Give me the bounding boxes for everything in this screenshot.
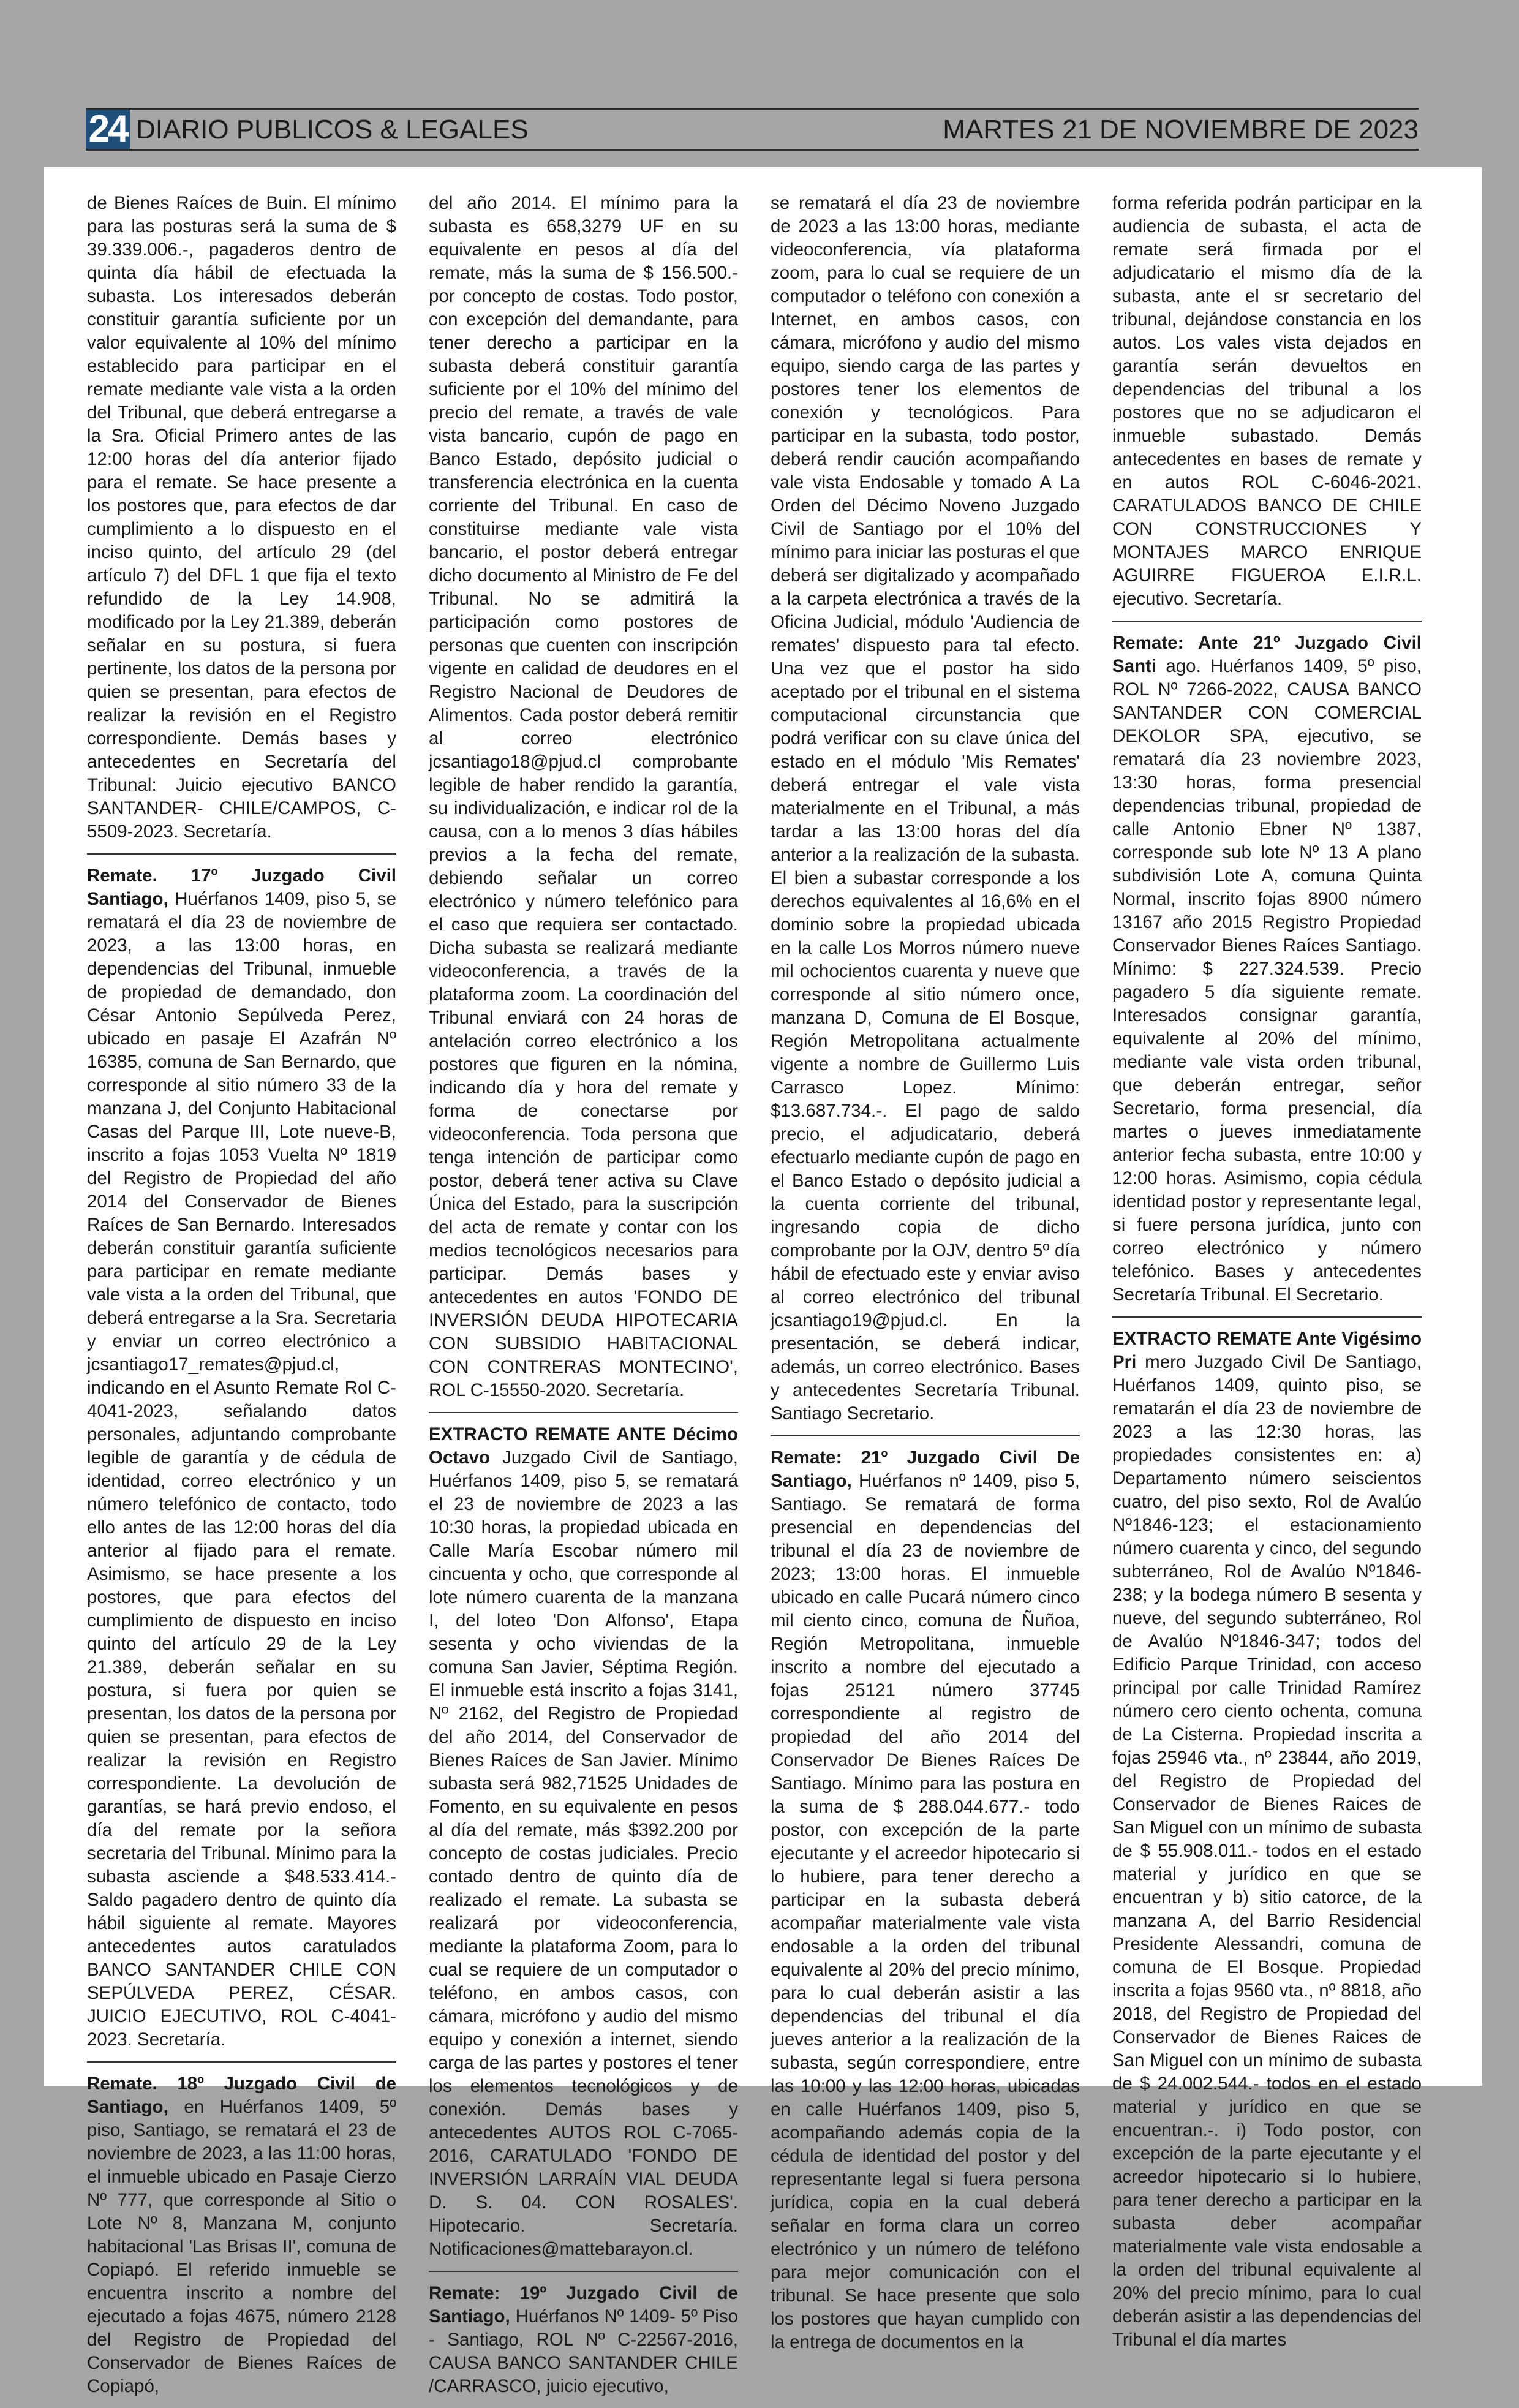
notice-body: del año 2014. El mínimo para la subasta es 658,3279 UF en su equivalente en pesos al día del remate, más la suma de $ 156.500.- por concepto de costas. Todo postor, con excepción del demandante, para tener derecho a participar en la subasta deberá constituir garantía suficiente por el 10% del mínimo del precio del remate, a través de vale vista bancario, cupón de pago en Banco Estado, depósito judicial o transferencia electrónica en la cuenta corriente del Tribunal. En caso de constituirse mediante vale vista bancario, el postor deberá entregar dicho documento al Ministro de Fe del Tribunal. No se admitirá la participación como postores de personas que cuenten con inscripción vigente en calidad de deudores en el Registro Nacional de Deudores de Alimentos. Cada postor deberá remitir al correo electrónico jcsantiago18@pjud.cl comprobante legible de haber rendido la garantía, su individualización, e indicar rol de la causa, con a lo menos 3 días hábiles previos a la fecha del remate, debiendo señalar un correo electrónico y número telefónico para el caso que requiera ser contactado. Dicha subasta se realizará mediante videoconferencia, a través de la plataforma zoom. La coordinación del Tribunal enviará con 24 horas de antelación correo electrónico a los postores que figuren en la nómina, indicando día y hora del remate y forma de conectarse por videoconferencia. Toda persona que tenga intención de participar como postor, deberá tener activa su Clave Única del Estado, para la suscripción del acta de remate y contar con los medios tecnológicos necesarios para participar. Demás bases y antecedentes en autos 'FONDO DE INVERSIÓN DEUDA HIPOTECARIA CON SUBSIDIO HABITACIONAL CON CONTRERAS MONTECINO', ROL C-15550-2020. Secretaría. [429,193,738,1400]
notice-body: Huérfanos Nº 1409- 5º Piso - Santiago, ROL Nº C-22567-2016, CAUSA BANCO SANTANDER CHILE /CARRASCO, juicio ejecutivo, [429,2306,738,2396]
legal-notice [771,1435,1080,2364]
header-top-rule [86,108,1419,110]
notice-heading: Remate: Ante 21º Juzgado Civil Santi [1112,633,1422,676]
notice-body: Huérfanos nº 1409, piso 5, Santiago. Se rematará de forma presencial en dependencias del tribunal el día 23 de noviembre de 2023; 13:00 horas. El inmueble ubicado en calle Pucará número cinco mil ciento cinco, comuna de Ñuñoa, Región Metropolitana, inmueble inscrito a nombre del ejecutado a fojas 25121 número 37745 correspondiente al registro de propiedad del año 2014 del Conservador De Bienes Raíces De Santiago. Mínimo para las postura en la suma de $ 288.044.677.- todo postor, con excepción de la parte ejecutante y el acreedor hipotecario si lo hubiere, para tener derecho a participar en la subasta deberá acompañar materialmente vale vista endosable a la orden del tribunal equivalente al 20% del precio mínimo, para lo cual deberán asistir a las dependencias del tribunal el día jueves anterior a la realización de la subasta, según correspondiere, entre las 10:00 y las 12:00 horas, ubicadas en calle Huérfanos 1409, piso 5, acompañando además copia de la cédula de identidad del postor y del representante legal si fuera persona jurídica, copia en la cual deberá señalar en forma clara un correo electrónico y un número de teléfono para mejor comunicación con el tribunal. Se hace presente que solo los postores que hayan cumplido con la entrega de documentos en la [771,1471,1080,2352]
notice-body: se rematará el día 23 de noviembre de 2023 a las 13:00 horas, mediante videoconferencia, vía plataforma zoom, para lo cual se requiere de un computador o teléfono con conexión a Internet, en ambos casos, con cámara, micrófono y audio del mismo equipo, siendo carga de las partes y postores tener los elementos de conexión y tecnológicos. Para participar en la subasta, todo postor, deberá rendir caución acompañando vale vista Endosable y tomado A La Orden del Décimo Noveno Juzgado Civil de Santiago por el 10% del mínimo para iniciar las posturas el que deberá ser digitalizado y acompañado a la carpeta electrónica a través de la Oficina Judicial, módulo 'Audiencia de remates' dispuesto para tal efecto. Una vez que el postor ha sido aceptado por el tribunal en el sistema computacional circunstancia que podrá verificar con su clave única del estado en el módulo 'Mis Remates' deberá entregar el vale vista materialmente en el Tribunal, a más tardar a las 13:00 horas del día anterior a la realización de la subasta. El bien a subastar corresponde a los derechos equivalentes al 16,6% en el dominio sobre la propiedad ubicada en la calle Los Morros número nueve mil ochocientos cuarenta y nueve que corresponde al sitio número once, manzana D, Comuna de El Bosque, Región Metropolitana actualmente vigente a nombre de Guillermo Luis Carrasco Lopez. Mínimo: $13.687.734.-. El pago de saldo precio, el adjudicatario, deberá efectuarlo mediante cupón de pago en el Banco Estado o depósito judicial a la cuenta corriente del tribunal, ingresando copia de dicho comprobante por la OJV, dentro 5º día hábil de efectuado este y enviar aviso al correo electrónico del tribunal jcsantiago19@pjud.cl. En la presentación, se deberá indicar, además, un correo electrónico. Bases y antecedentes Secretaría Tribunal. Santiago Secretario. [771,193,1080,1424]
legal-notice [429,192,738,1412]
publication-name: DIARIO PUBLICOS & LEGALES [136,115,529,145]
legal-notice [771,192,1080,1435]
notice-heading: Remate. 17º Juzgado Civil Santiago, [87,866,396,909]
column-1 [87,192,396,2396]
legal-notice [87,2061,396,2408]
notice-heading: EXTRACTO REMATE Ante Vigésimo Pri [1112,1329,1422,1372]
notice-heading: EXTRACTO REMATE ANTE Décimo Octavo [429,1424,738,1468]
legal-notice [1112,1316,1422,2361]
notice-body: Juzgado Civil de Santiago, Huérfanos 1409, piso 5, se rematará el 23 de noviembre de 2023 a las 10:30 horas, la propiedad ubicada en Calle María Escobar número mil cincuenta y ocho, que corresponde al lote número cuarenta de la manzana I, del loteo 'Don Alfonso', Etapa sesenta y ocho viviendas de la comuna San Javier, Séptima Región. El inmueble está inscrito a fojas 3141, Nº 2162, del Registro de Propiedad del año 2014, del Conservador de Bienes Raíces de San Javier. Mínimo subasta será 982,71525 Unidades de Fomento, en su equivalente en pesos al día del remate, más $392.200 por concepto de costas judiciales. Precio contado dentro de quinto día de realizado el remate. La subasta se realizará por videoconferencia, mediante la plataforma Zoom, para lo cual se requiere de un computador o teléfono, en ambos casos, con cámara, micrófono y audio del mismo equipo y conexión a internet, siendo carga de las partes y postores el tener los elementos tecnológicos y de conexión. Demás bases y antecedentes AUTOS ROL C-7065-2016, CARATULADO 'FONDO DE INVERSIÓN LARRAÍN VIAL DEUDA D. S. 04. CON ROSALES'. Hipotecario. Secretaría. Notificaciones@mattebarayon.cl. [429,1447,738,2259]
column-3 [771,192,1080,2352]
legal-notice [1112,192,1422,621]
legal-notice [87,853,396,2061]
notice-heading: Remate: 19º Juzgado Civil de Santiago, [429,2283,738,2327]
notice-body: de Bienes Raíces de Buin. El mínimo para las posturas será la suma de $ 39.339.006.-, pagaderos dentro de quinta día hábil de efectuada la subasta. Los interesados deberán constituir garantía suficiente por un valor equivalente al 10% del mínimo establecido para participar en el remate mediante vale vista a la orden del Tribunal, que deberá entregarse a la Sra. Oficial Primero antes de las 12:00 horas del día anterior fijado para el remate. Se hace presente a los postores que, para efectos de dar cumplimiento a lo dispuesto en el inciso quinto, del artículo 29 (del artículo 7) del DFL 1 que fija el texto refundido de la Ley 14.908, modificado por la Ley 21.389, deberán señalar en su postura, si fuera pertinente, los datos de la persona por quien se presentan, para efectos de realizar la revisión en el Registro correspondiente. Demás bases y antecedentes en Secretaría del Tribunal: Juicio ejecutivo BANCO SANTANDER- CHILE/CAMPOS, C-5509-2023. Secretaría. [87,193,396,842]
notice-body: ago. Huérfanos 1409, 5º piso, ROL Nº 7266-2022, CAUSA BANCO SANTANDER CON COMERCIAL DEKOLOR SPA, ejecutivo, se rematará día 23 noviembre 2023, 13:30 horas, forma presencial dependencias tribunal, propiedad de calle Antonio Ebner Nº 1387, corresponde sub lote Nº 13 A plano subdivisión Lote A, comuna Quinta Normal, inscrito fojas 8900 número 13167 año 2015 Registro Propiedad Conservador Bienes Raíces Santiago. Mínimo: $ 227.324.539. Precio pagadero 5 día siguiente remate. Interesados consignar garantía, equivalente al 20% del mínimo, mediante vale vista orden tribunal, que deberán entregar, señor Secretario, forma presencial, día martes o jueves inmediatamente anterior fecha subasta, entre 10:00 y 12:00 horas. Asimismo, copia cédula identidad postor y representante legal, si fuere persona jurídica, junto con correo electrónico y número telefónico. Bases y antecedentes Secretaría Tribunal. El Secretario. [1112,656,1422,1305]
page-number: 24 [86,110,130,149]
notice-body: mero Juzgado Civil De Santiago, Huérfanos 1409, quinto piso, se rematarán el día 23 de noviembre de 2023 a las 12:30 horas, las propiedades consistentes en: a) Departamento número seiscientos cuatro, del piso sexto, Rol de Avalúo Nº1846-123; el estacionamiento número cuarenta y cinco, del segundo subterráneo, Rol de Avalúo Nº1846-238; y la bodega número B sesenta y nueve, del segundo subterráneo, Rol de Avalúo Nº1846-347; todos del Edificio Parque Trinidad, con acceso principal por calle Trinidad Ramírez número cero ciento ochenta, comuna de La Cisterna. Propiedad inscrita a fojas 25946 vta., nº 23844, año 2019, del Registro de Propiedad del Conservador de Bienes Raices de San Miguel con un mínimo de subasta de $ 55.908.011.- todos en el estado material y jurídico en que se encuentran y b) sitio catorce, de la manzana A, del Barrio Residencial Presidente Alessandri, comuna de comuna de El Bosque. Propiedad inscrita a fojas 9560 vta., nº 8818, año 2018, del Registro de Propiedad del Conservador de Bienes Raices de San Miguel con un mínimo de subasta de $ 24.002.544.- todos en el estado material y jurídico en que se encuentran.-. i) Todo postor, con excepción de la parte ejecutante y el acreedor hipotecario si lo hubiere, para tener derecho a participar en la subasta deber acompañar materialmente vale vista endosable a la orden del tribunal equivalente al 20% del precio mínimo, para lo cual deberán asistir a las dependencias del Tribunal el día martes [1112,1352,1422,2350]
legal-notice [87,192,396,853]
column-4 [1112,192,1422,2350]
header-bottom-rule [86,149,1419,151]
notice-body: en Huérfanos 1409, 5º piso, Santiago, se rematará el 23 de noviembre de 2023, a las 11:00 horas, el inmueble ubicado en Pasaje Cierzo Nº 777, que corresponde al Sitio o Lote Nº 8, Manzana M, conjunto habitacional 'Las Brisas II', comuna de Copiapó. El referido inmueble se encuentra inscrito a nombre del ejecutado a fojas 4675, número 2128 del Registro de Propiedad del Conservador de Bienes Raíces de Copiapó, [87,2097,396,2396]
notice-body: Huérfanos 1409, piso 5, se rematará el día 23 de noviembre de 2023, a las 13:00 horas, en dependencias del Tribunal, inmueble de propiedad de demandado, don César Antonio Sepúlveda Perez, ubicado en pasaje El Azafrán Nº 16385, comuna de San Bernardo, que corresponde al sitio número 33 de la manzana J, del Conjunto Habitacional Casas del Parque III, Lote nueve-B, inscrito a fojas 1053 Vuelta Nº 1819 del Registro de Propiedad del año 2014 del Conservador de Bienes Raíces de San Bernardo. Interesados deberán constituir garantía suficiente para participar en remate mediante vale vista a la orden del Tribunal, que deberá entregarse a la Sra. Secretaria y enviar un correo electrónico a jcsantiago17_remates@pjud.cl, indicando en el Asunto Remate Rol C-4041-2023, señalando datos personales, adjuntando comprobante legible de garantía y de cédula de identidad, correo electrónico y un número telefónico de contacto, todo ello antes de las 12:00 horas del día anterior al fijado para el remate. Asimismo, se hace presente a los postores, que para efectos del cumplimiento de dispuesto en inciso quinto del artículo 29 de la Ley 21.389, deberán señalar en su postura, si fuera por quien se presentan, los datos de la persona por quien se presentan, para efectos de realizar la revisión en Registro correspondiente. La devolución de garantías, se hará previo endoso, el día del remate por la señora secretaria del Tribunal. Mínimo para la subasta asciende a $48.533.414.- Saldo pagadero dentro de quinto día hábil siguiente al remate. Mayores antecedentes autos caratulados BANCO SANTANDER CHILE CON SEPÚLVEDA PEREZ, CÉSAR. JUICIO EJECUTIVO, ROL C-4041-2023. Secretaría. [87,889,396,2050]
column-2 [429,192,738,2396]
legal-notice [1112,621,1422,1316]
page-sheet [44,167,1482,2396]
publication-date: MARTES 21 DE NOVIEMBRE DE 2023 [943,115,1419,145]
legal-notice [429,1412,738,2271]
notice-body: forma referida podrán participar en la audiencia de subasta, el acta de remate será firmada por el adjudicatario el mismo día de la subasta, ante el sr secretario del tribunal, dejándose constancia en los autos. Los vales vista dejados en garantía serán devueltos en dependencias del tribunal a los postores que no se adjudicaron el inmueble subastado. Demás antecedentes en bases de remate y en autos ROL C-6046-2021. CARATULADOS BANCO DE CHILE CON CONSTRUCCIONES Y MONTAJES MARCO ENRIQUE AGUIRRE FIGUEROA E.I.R.L. ejecutivo. Secretaría. [1112,193,1422,609]
notice-heading: Remate. 18º Juzgado Civil de Santiago, [87,2074,396,2117]
notice-heading: Remate: 21º Juzgado Civil De Santiago, [771,1447,1080,1491]
legal-notice [429,2271,738,2408]
page-header [86,108,1419,151]
